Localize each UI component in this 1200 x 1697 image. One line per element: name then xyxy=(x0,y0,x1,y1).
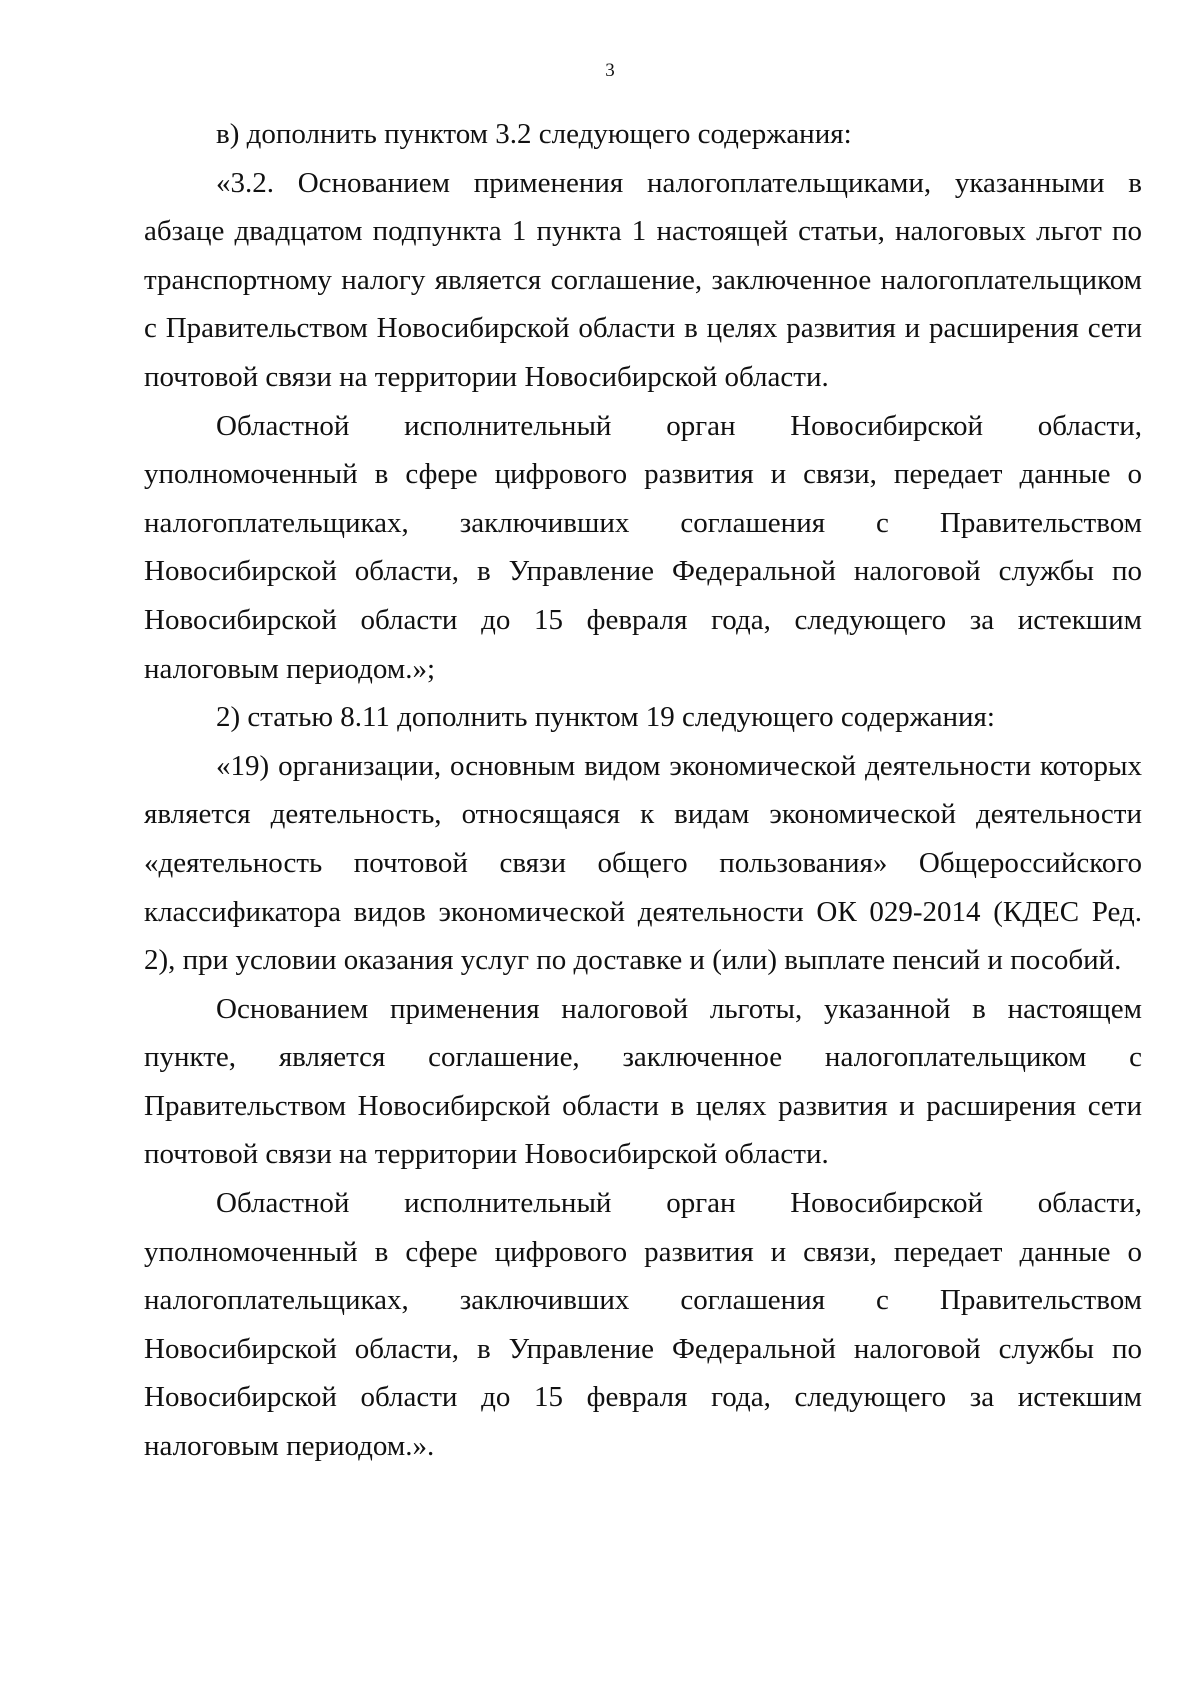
paragraph-data-transfer-2: Областной исполнительный орган Новосибирской области, уполномоченный в сфере цифрового развития и связи, передает данные о налогоплательщиках, заключивших соглашения с Правительством Новосибирской области, в Управление Федеральной налоговой службы по Новосибирской области до 15 февраля года, следующего за истекшим налоговым периодом.». xyxy=(144,1187,1142,1463)
paragraph-clause-19: «19) организации, основным видом экономической деятельности которых является деятельность, относящаяся к видам экономической деятельности «деятельность почтовой связи общего пользования» Общероссийского классификатора видов экономической деятельности ОК 029-2014 (КДЕС Ред. 2), при условии оказания услуг по доставке и (или) выплате пенсий и пособий. xyxy=(144,749,1142,977)
paragraph-clause-3-2: «3.2. Основанием применения налогоплательщиками, указанными в абзаце двадцатом подпункта 1 пункта 1 настоящей статьи, налоговых льгот по транспортному налогу является соглашение, заключенное налогоплательщиком с Правительством Новосибирской области в целях развития и расширения сети почтовой связи на территории Новосибирской области. xyxy=(144,166,1142,393)
document-body xyxy=(144,110,1142,1471)
paragraph-benefit-basis: Основанием применения налоговой льготы, указанной в настоящем пункте, является соглашение, заключенное налогоплательщиком с Правительством Новосибирской области в целях развития и расширения сети почтовой связи на территории Новосибирской области. xyxy=(144,992,1142,1171)
paragraph-item-v: в) дополнить пунктом 3.2 следующего содержания: xyxy=(216,118,852,150)
paragraph-item-2: 2) статью 8.11 дополнить пунктом 19 следующего содержания: xyxy=(216,701,995,734)
page-number: 3 xyxy=(605,60,615,81)
paragraph-data-transfer-1: Областной исполнительный орган Новосибирской области, уполномоченный в сфере цифрового развития и связи, передает данные о налогоплательщиках, заключивших соглашения с Правительством Новосибирской области, в Управление Федеральной налоговой службы по Новосибирской области до 15 февраля года, следующего за истекшим налоговым периодом.»; xyxy=(144,409,1142,685)
